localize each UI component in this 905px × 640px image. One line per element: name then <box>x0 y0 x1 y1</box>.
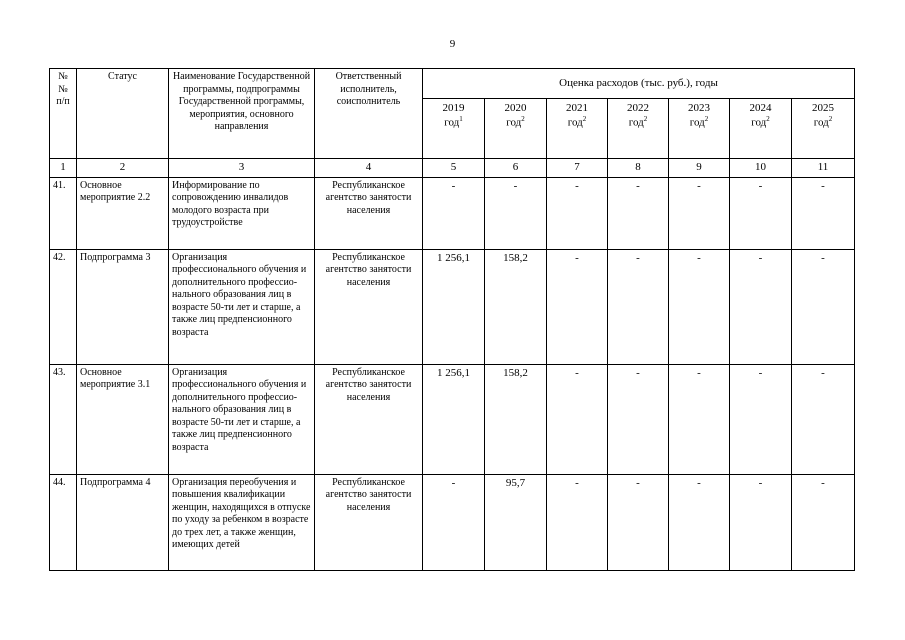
column-number: 3 <box>169 159 315 178</box>
header-year <box>669 99 730 159</box>
row-value <box>792 474 855 570</box>
expense-table <box>49 68 855 571</box>
row-value <box>485 474 547 570</box>
row-value <box>547 177 608 249</box>
row-value-text: - <box>758 251 763 264</box>
row-value-text: - <box>575 251 579 264</box>
row-value <box>608 364 669 474</box>
row-responsible <box>315 177 423 249</box>
row-responsible <box>315 249 423 364</box>
row-value-text: - <box>451 179 456 192</box>
table-row <box>50 474 855 570</box>
header-year-suffix: год <box>689 116 705 129</box>
row-name-text: Организация профессионального обучения и дополнительного профессио-нального образования лиц в возрасте 50-ти лет и старше, а также лиц предпенсионного возраста <box>172 366 307 453</box>
header-status: Статус <box>77 69 169 159</box>
table-row <box>50 364 855 474</box>
header-year <box>608 99 669 159</box>
row-value-text: - <box>758 476 763 489</box>
header-year <box>423 99 485 159</box>
row-value <box>423 249 485 364</box>
column-number: 5 <box>423 159 485 178</box>
row-responsible-text: Республиканское агентство занятости населения <box>325 179 412 216</box>
row-value-text: - <box>636 251 640 264</box>
page-number: 9 <box>449 38 456 50</box>
header-name: Наименование Государственной программы, подпрограммы Государственной программы, мероприятия, основного направления <box>169 69 315 159</box>
row-value-text: - <box>821 179 825 192</box>
header-year-suffix: год <box>628 116 644 129</box>
row-value <box>547 474 608 570</box>
row-status <box>77 364 169 474</box>
row-name-text: Информирование по сопровождению инвалидов молодого возраста при трудоустройстве <box>172 179 289 229</box>
header-year-suffix: год <box>567 116 583 129</box>
row-status-text: Основное мероприятие 3.1 <box>80 366 151 391</box>
row-status-text: Подпрограмма 3 <box>80 251 151 263</box>
row-value <box>608 177 669 249</box>
row-number <box>50 249 77 364</box>
header-year-value: 2024 <box>749 102 772 114</box>
header-year-value: 2020 <box>504 102 527 114</box>
footnote-mark: 2 <box>643 115 648 124</box>
column-number: 8 <box>608 159 669 178</box>
footnote-mark: 2 <box>582 115 587 124</box>
header-year-suffix: год <box>813 116 829 129</box>
row-value-text: - <box>821 251 825 264</box>
header-costs: Оценка расходов (тыс. руб.), годы <box>423 69 855 99</box>
row-value-text: - <box>513 179 518 192</box>
column-number: 4 <box>315 159 423 178</box>
row-value <box>608 249 669 364</box>
row-responsible-text: Республиканское агентство занятости населения <box>325 366 412 403</box>
row-value-text: - <box>575 476 579 489</box>
row-name <box>169 364 315 474</box>
row-number <box>50 177 77 249</box>
header-year-value: 2023 <box>688 102 710 114</box>
row-status <box>77 474 169 570</box>
row-value <box>669 474 730 570</box>
row-name <box>169 249 315 364</box>
row-value-text: - <box>758 366 763 379</box>
row-value-text: - <box>821 366 825 379</box>
table-row <box>50 177 855 249</box>
header-year <box>485 99 547 159</box>
row-value-text: - <box>697 179 701 192</box>
row-value <box>730 474 792 570</box>
row-value <box>423 177 485 249</box>
row-value-text: 158,2 <box>503 251 528 264</box>
row-value-text: - <box>821 476 825 489</box>
row-responsible-text: Республиканское агентство занятости населения <box>325 476 412 513</box>
row-number-text: 43. <box>53 366 66 378</box>
row-value <box>669 364 730 474</box>
column-numbers-row <box>50 159 855 178</box>
row-number <box>50 474 77 570</box>
header-year-suffix: год <box>751 116 767 129</box>
row-status <box>77 177 169 249</box>
header-year-value: 2021 <box>566 102 588 114</box>
row-status-text: Основное мероприятие 2.2 <box>80 179 151 204</box>
row-value-text: - <box>636 476 640 489</box>
column-number: 9 <box>669 159 730 178</box>
header-year-suffix: год <box>506 116 522 129</box>
column-number: 7 <box>547 159 608 178</box>
row-number-text: 42. <box>53 251 66 263</box>
footnote-mark: 2 <box>521 115 525 124</box>
header-year-value: 2022 <box>627 102 649 114</box>
row-value-text: - <box>758 179 763 192</box>
row-number-text: 41. <box>53 179 66 191</box>
row-number <box>50 364 77 474</box>
footnote-mark: 2 <box>704 115 709 124</box>
row-value-text: - <box>575 179 579 192</box>
row-value-text: 1 256,1 <box>437 251 470 264</box>
header-year-suffix: год <box>444 116 460 129</box>
row-responsible <box>315 474 423 570</box>
table-body <box>50 177 855 570</box>
row-value-text: - <box>697 366 701 379</box>
row-value-text: - <box>697 251 701 264</box>
row-value <box>730 364 792 474</box>
footnote-mark: 1 <box>459 115 463 124</box>
header-year <box>547 99 608 159</box>
row-value <box>485 177 547 249</box>
column-number: 10 <box>730 159 792 178</box>
footnote-mark: 2 <box>828 115 833 124</box>
row-name-text: Организация профессионального обучения и дополнительного профессио-нального образования лиц в возрасте 50-ти лет и старше, а также лиц предпенсионного возраста <box>172 251 307 338</box>
row-number-text: 44. <box>53 476 66 488</box>
row-value <box>423 364 485 474</box>
column-number: 1 <box>50 159 77 178</box>
header-responsible: Ответственный исполнитель, соисполнитель <box>315 69 423 159</box>
row-value <box>792 249 855 364</box>
column-number: 2 <box>77 159 169 178</box>
row-value <box>608 474 669 570</box>
row-responsible <box>315 364 423 474</box>
row-value <box>792 364 855 474</box>
row-value <box>547 364 608 474</box>
row-value <box>485 249 547 364</box>
header-year-value: 2025 <box>812 102 834 114</box>
column-number: 11 <box>792 159 855 178</box>
header-num: № № п/п <box>50 69 77 159</box>
row-responsible-text: Республиканское агентство занятости населения <box>325 251 412 288</box>
table-row <box>50 249 855 364</box>
row-value-text: - <box>697 476 701 489</box>
row-name <box>169 177 315 249</box>
row-value <box>423 474 485 570</box>
row-value <box>792 177 855 249</box>
row-status <box>77 249 169 364</box>
row-value-text: 95,7 <box>505 476 526 489</box>
row-value-text: 158,2 <box>503 366 528 379</box>
footnote-mark: 2 <box>766 115 770 124</box>
header-year <box>730 99 792 159</box>
row-value <box>547 249 608 364</box>
row-value-text: - <box>636 179 640 192</box>
row-value-text: 1 256,1 <box>437 366 470 379</box>
row-name <box>169 474 315 570</box>
row-value <box>730 177 792 249</box>
row-name-text: Организация переобучения и повышения квалификации женщин, находящихся в отпуске по уходу за ребенком в возрасте до трех лет, а также женщин, имеющих детей <box>172 476 311 551</box>
header-year-value: 2019 <box>442 102 465 114</box>
header-year <box>792 99 855 159</box>
row-value <box>669 249 730 364</box>
row-value-text: - <box>451 476 456 489</box>
row-value <box>485 364 547 474</box>
column-number: 6 <box>485 159 547 178</box>
row-value <box>669 177 730 249</box>
row-value <box>730 249 792 364</box>
row-value-text: - <box>575 366 579 379</box>
row-status-text: Подпрограмма 4 <box>80 476 151 488</box>
row-value-text: - <box>636 366 640 379</box>
